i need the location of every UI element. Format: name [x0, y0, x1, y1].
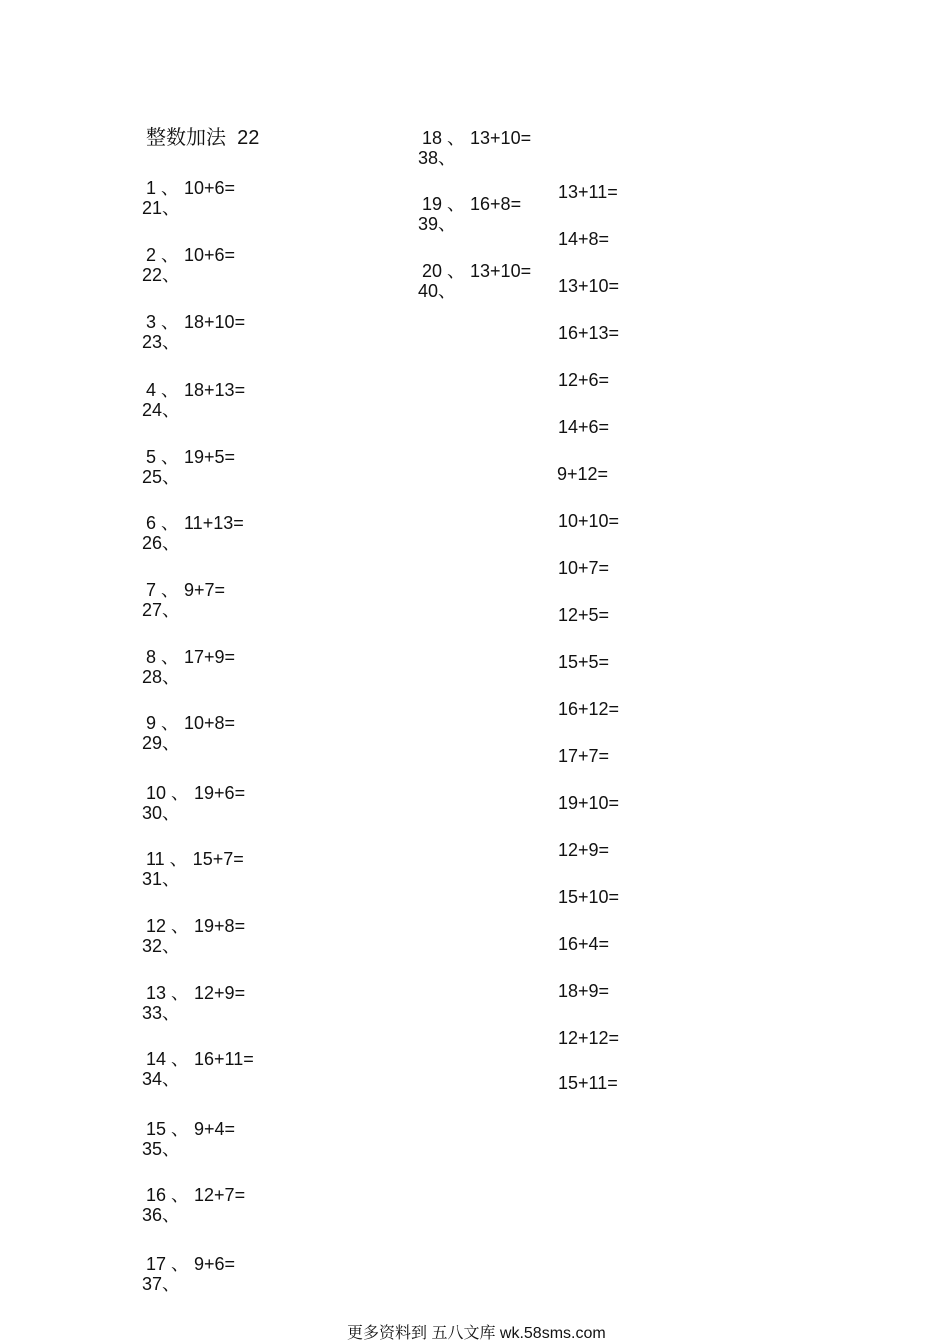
- problem-33-label: 33、: [142, 1003, 181, 1023]
- problem-26-expr: 14+6=: [558, 417, 610, 437]
- problem-39-expr: 12+12=: [558, 1028, 620, 1048]
- problem-12: 12 、 19+8=: [146, 916, 246, 936]
- problem-38-label: 38、: [418, 148, 457, 168]
- problem-32-label: 32、: [142, 936, 181, 956]
- problem-40-expr: 15+11=: [558, 1073, 618, 1093]
- problem-28-label: 28、: [142, 667, 181, 687]
- problem-40-label: 40、: [418, 281, 457, 301]
- problem-13: 13 、 12+9=: [146, 983, 246, 1003]
- problem-11: 11 、 15+7=: [146, 849, 244, 869]
- problem-10: 10 、 19+6=: [146, 783, 246, 803]
- problem-30-expr: 12+5=: [558, 605, 610, 625]
- problem-20: 20 、 13+10=: [422, 261, 532, 281]
- problem-18: 18 、 13+10=: [422, 128, 532, 148]
- problem-29-expr: 10+7=: [558, 558, 610, 578]
- problem-15: 15 、 9+4=: [146, 1119, 236, 1139]
- problem-25-label: 25、: [142, 467, 181, 487]
- problem-26-label: 26、: [142, 533, 181, 553]
- footer-watermark: 更多资料到 五八文库 wk.58sms.com: [347, 1325, 606, 1342]
- problem-37-expr: 16+4=: [558, 934, 610, 954]
- problem-5: 5 、 19+5=: [146, 447, 236, 467]
- problem-24-label: 24、: [142, 400, 181, 420]
- problem-35-label: 35、: [142, 1139, 181, 1159]
- problem-30-label: 30、: [142, 803, 181, 823]
- problem-38-expr: 18+9=: [558, 981, 610, 1001]
- problem-21-label: 21、: [142, 198, 181, 218]
- problem-19: 19 、 16+8=: [422, 194, 522, 214]
- problem-31-expr: 15+5=: [558, 652, 610, 672]
- problem-24-expr: 16+13=: [558, 323, 620, 343]
- problem-6: 6 、 11+13=: [146, 513, 244, 533]
- problem-23-label: 23、: [142, 332, 181, 352]
- problem-9: 9 、 10+8=: [146, 713, 236, 733]
- problem-31-label: 31、: [142, 869, 181, 889]
- problem-16: 16 、 12+7=: [146, 1185, 246, 1205]
- problem-28-expr: 10+10=: [558, 511, 620, 531]
- problem-4: 4 、 18+13=: [146, 380, 246, 400]
- problem-3: 3 、 18+10=: [146, 312, 246, 332]
- problem-14: 14 、 16+11=: [146, 1049, 254, 1069]
- problem-33-expr: 17+7=: [558, 746, 610, 766]
- problem-22-label: 22、: [142, 265, 181, 285]
- problem-29-label: 29、: [142, 733, 181, 753]
- problem-8: 8 、 17+9=: [146, 647, 236, 667]
- problem-7: 7 、 9+7=: [146, 580, 226, 600]
- problem-2: 2 、 10+6=: [146, 245, 236, 265]
- problem-27-expr: 9+12=: [557, 464, 609, 484]
- problem-1: 1 、 10+6=: [146, 178, 236, 198]
- problem-39-label: 39、: [418, 214, 457, 234]
- problem-34-expr: 19+10=: [558, 793, 620, 813]
- problem-22-expr: 14+8=: [558, 229, 610, 249]
- problem-37-label: 37、: [142, 1274, 181, 1294]
- problem-32-expr: 16+12=: [558, 699, 620, 719]
- problem-23-expr: 13+10=: [558, 276, 620, 296]
- page-title: 整数加法 22: [146, 127, 260, 149]
- problem-21-expr: 13+11=: [558, 182, 618, 202]
- problem-27-label: 27、: [142, 600, 181, 620]
- problem-35-expr: 12+9=: [558, 840, 610, 860]
- problem-25-expr: 12+6=: [558, 370, 610, 390]
- problem-36-label: 36、: [142, 1205, 181, 1225]
- problem-34-label: 34、: [142, 1069, 181, 1089]
- problem-17: 17 、 9+6=: [146, 1254, 236, 1274]
- problem-36-expr: 15+10=: [558, 887, 620, 907]
